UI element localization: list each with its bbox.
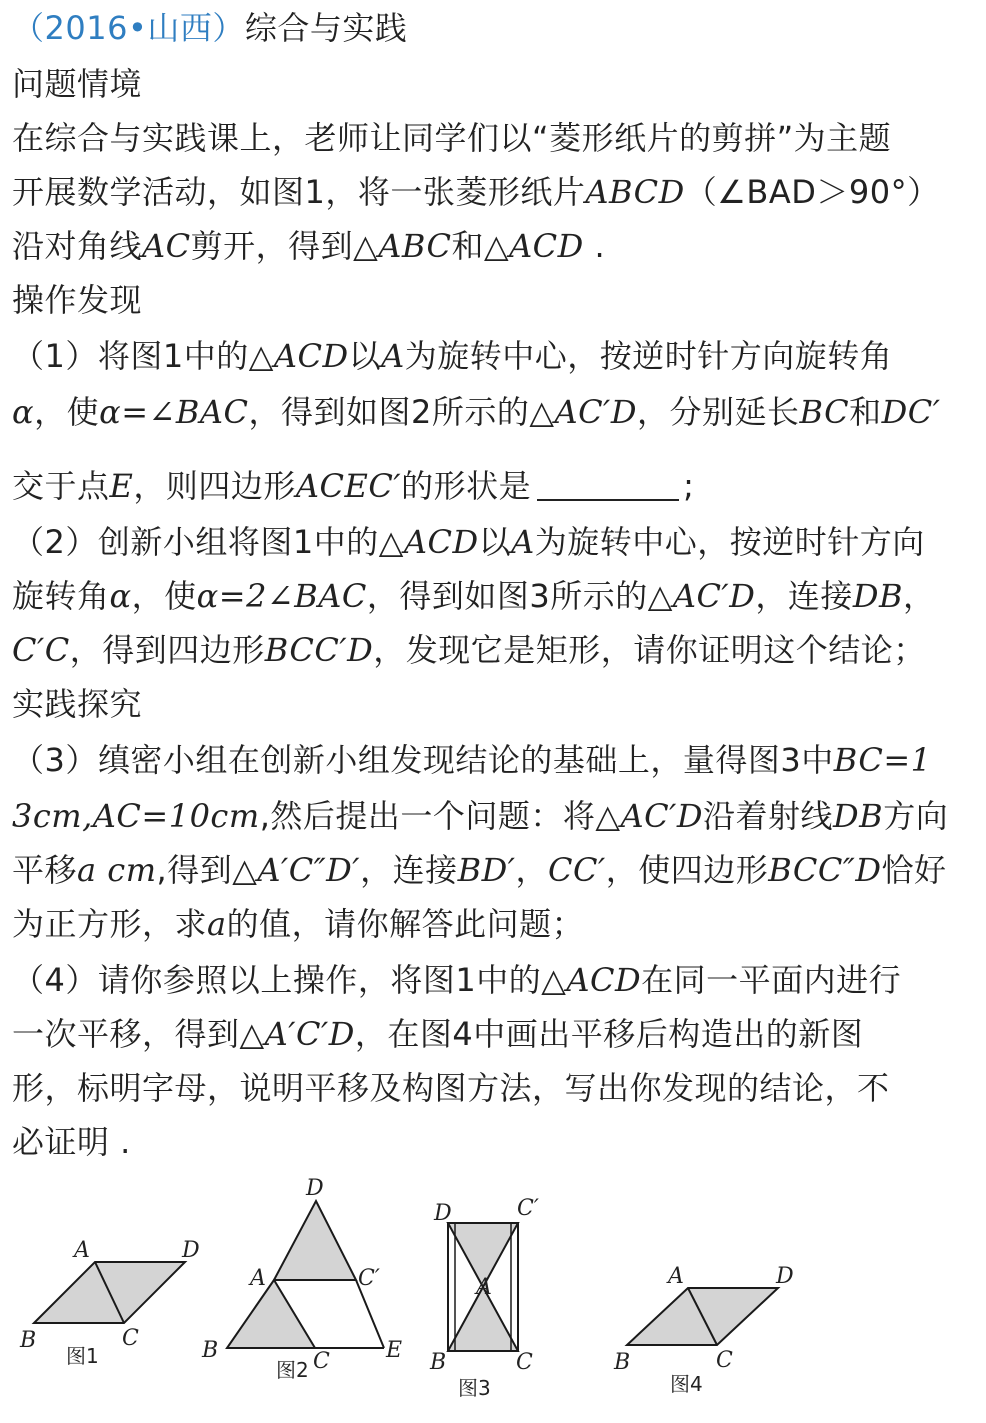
intro-line-3: 沿对角线AC剪开，得到△ABC和△ACD . bbox=[12, 227, 606, 265]
q3-line-1: （3）缜密小组在创新小组发现结论的基础上，量得图3中BC=1 bbox=[12, 741, 932, 779]
q4-line-3: 形，标明字母，说明平移及构图方法，写出你发现的结论，不 bbox=[12, 1069, 890, 1107]
figure-4 bbox=[613, 1264, 794, 1396]
q3-line-2: 3cm,AC=10cm,然后提出一个问题：将△AC′D沿着射线DB方向 bbox=[12, 797, 949, 835]
answer-blank bbox=[537, 471, 679, 501]
fig4-label-d: D bbox=[776, 1264, 794, 1289]
fig2-label-b: B bbox=[202, 1338, 219, 1363]
q3-line-3: 平移a cm,得到△A′C″D′，连接BD′，CC′，使四边形BCC″D恰好 bbox=[12, 851, 947, 889]
fig3-caption: 图3 bbox=[458, 1376, 491, 1400]
problem-header bbox=[12, 8, 974, 48]
q1-line-3: 交于点E，则四边形ACEC′的形状是 ; bbox=[12, 467, 695, 505]
q1-line-1: （1）将图1中的△ACD以A为旋转中心，按逆时针方向旋转角 bbox=[12, 337, 893, 375]
figure-3 bbox=[429, 1196, 539, 1400]
fig4-caption: 图4 bbox=[670, 1372, 703, 1396]
fig3-label-b: B bbox=[430, 1350, 447, 1375]
fig2-caption: 图2 bbox=[276, 1358, 309, 1382]
section-situation: 问题情境 bbox=[12, 65, 143, 103]
q4-line-4: 必证明 . bbox=[12, 1123, 131, 1161]
fig2-label-a: A bbox=[250, 1266, 266, 1291]
fig4-label-c: C bbox=[716, 1348, 733, 1373]
q4-line-1: （4）请你参照以上操作，将图1中的△ACD在同一平面内进行 bbox=[12, 961, 902, 999]
fig1-label-b: B bbox=[20, 1328, 37, 1353]
fig3-label-a: A bbox=[476, 1275, 492, 1300]
section-operation: 操作发现 bbox=[12, 281, 143, 319]
fig2-label-c: C bbox=[313, 1349, 330, 1374]
q2-line-1: （2）创新小组将图1中的△ACD以A为旋转中心，按逆时针方向 bbox=[12, 523, 925, 561]
intro-line-1: 在综合与实践课上，老师让同学们以“菱形纸片的剪拼”为主题 bbox=[12, 119, 892, 157]
problem-title: 综合与实践 bbox=[244, 9, 408, 47]
fig2-triangle-abc bbox=[227, 1280, 315, 1348]
fig1-label-d: D bbox=[182, 1238, 200, 1263]
fig3-label-c-prime: C′ bbox=[517, 1196, 539, 1221]
problem-source: （2016•山西） bbox=[12, 9, 245, 47]
fig2-label-e: E bbox=[386, 1338, 403, 1363]
fig1-label-a: A bbox=[74, 1238, 90, 1263]
section-practice: 实践探究 bbox=[12, 685, 143, 723]
fig3-label-d: D bbox=[434, 1201, 452, 1226]
fig2-triangle-acd bbox=[274, 1201, 356, 1280]
fig2-label-c-prime: C′ bbox=[358, 1266, 380, 1291]
fig4-label-b: B bbox=[614, 1350, 631, 1375]
fig4-label-a: A bbox=[668, 1264, 684, 1289]
q2-line-3: C′C，得到四边形BCC′D，发现它是矩形，请你证明这个结论； bbox=[12, 631, 926, 669]
q3-line-4: 为正方形，求a的值，请你解答此问题； bbox=[12, 905, 585, 943]
q1-line-2: α，使α=∠BAC，得到如图2所示的△AC′D，分别延长BC和DC′ bbox=[12, 393, 941, 431]
fig1-label-c: C bbox=[122, 1326, 139, 1351]
fig3-label-c: C bbox=[516, 1350, 533, 1375]
fig2-label-d: D bbox=[306, 1176, 324, 1201]
intro-line-2: 开展数学活动，如图1，将一张菱形纸片ABCD（∠BAD＞90°） bbox=[12, 173, 940, 211]
q4-line-2: 一次平移，得到△A′C′D，在图4中画出平移后构造出的新图 bbox=[12, 1015, 864, 1053]
figure-2 bbox=[201, 1176, 402, 1382]
fig1-caption: 图1 bbox=[66, 1344, 99, 1368]
figures-diagram bbox=[0, 1173, 986, 1423]
figure-1 bbox=[19, 1238, 200, 1368]
q2-line-2: 旋转角α，使α=2∠BAC，得到如图3所示的△AC′D，连接DB， bbox=[12, 577, 936, 615]
